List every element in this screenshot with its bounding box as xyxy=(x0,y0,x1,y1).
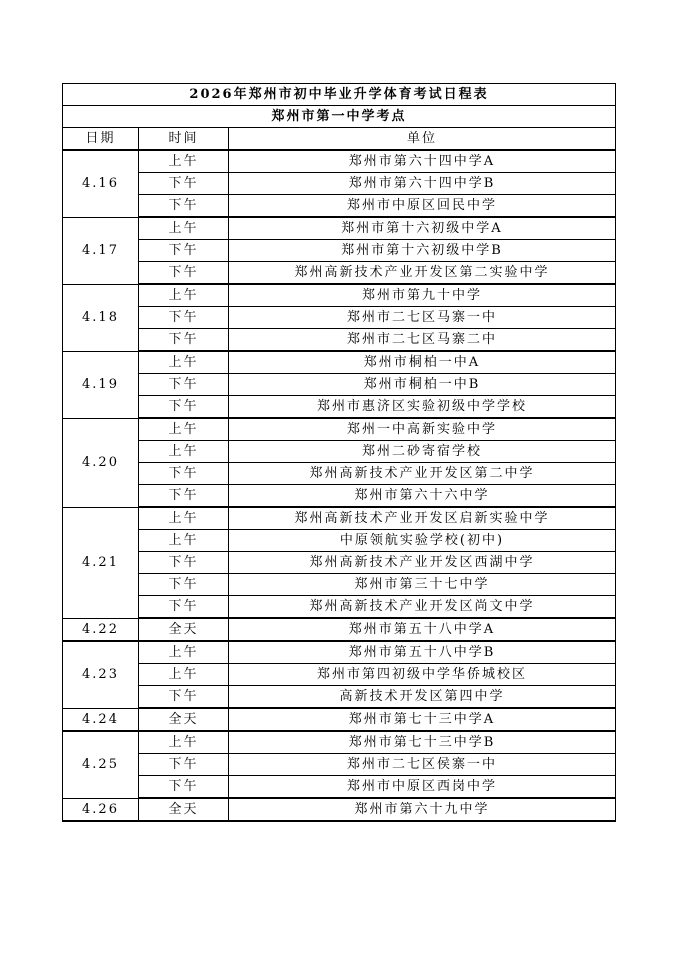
time-cell: 下午 xyxy=(139,173,229,195)
date-cell: 4.23 xyxy=(63,641,139,708)
unit-cell: 郑州市第九十中学 xyxy=(229,284,616,307)
header-unit: 单位 xyxy=(229,128,616,151)
table-row xyxy=(63,217,616,240)
time-cell: 下午 xyxy=(139,240,229,262)
time-cell: 上午 xyxy=(139,217,229,240)
venue-subtitle: 郑州市第一中学考点 xyxy=(63,106,616,128)
table-row xyxy=(63,441,616,463)
unit-cell: 郑州市第十六初级中学B xyxy=(229,240,616,262)
table-row xyxy=(63,754,616,776)
time-cell: 下午 xyxy=(139,574,229,596)
table-row xyxy=(63,664,616,686)
table-row xyxy=(63,776,616,799)
table-row xyxy=(63,262,616,285)
schedule-body xyxy=(63,84,616,822)
table-title: 2026年郑州市初中毕业升学体育考试日程表 xyxy=(63,84,616,106)
table-row xyxy=(63,708,616,731)
unit-cell: 郑州市惠济区实验初级中学学校 xyxy=(229,396,616,419)
time-cell: 下午 xyxy=(139,596,229,619)
unit-cell: 郑州市第七十三中学B xyxy=(229,731,616,754)
time-cell: 全天 xyxy=(139,708,229,731)
time-cell: 下午 xyxy=(139,754,229,776)
unit-cell: 郑州市桐柏一中A xyxy=(229,351,616,374)
table-row xyxy=(63,396,616,419)
time-cell: 全天 xyxy=(139,618,229,641)
unit-cell: 郑州市二七区侯寨一中 xyxy=(229,754,616,776)
unit-cell: 郑州市第六十六中学 xyxy=(229,485,616,508)
unit-cell: 郑州一中高新实验中学 xyxy=(229,418,616,441)
unit-cell: 郑州市第七十三中学A xyxy=(229,708,616,731)
unit-cell: 郑州市第六十四中学A xyxy=(229,150,616,173)
table-row xyxy=(63,307,616,329)
time-cell: 上午 xyxy=(139,418,229,441)
date-cell: 4.16 xyxy=(63,150,139,217)
table-row xyxy=(63,329,616,352)
table-row xyxy=(63,150,616,173)
date-cell: 4.24 xyxy=(63,708,139,731)
unit-cell: 郑州市二七区马寨一中 xyxy=(229,307,616,329)
unit-cell: 郑州市第十六初级中学A xyxy=(229,217,616,240)
time-cell: 上午 xyxy=(139,641,229,664)
table-row xyxy=(63,552,616,574)
time-cell: 下午 xyxy=(139,195,229,218)
unit-cell: 郑州高新技术产业开发区第二实验中学 xyxy=(229,262,616,285)
table-row xyxy=(63,618,616,641)
unit-cell: 郑州市第三十七中学 xyxy=(229,574,616,596)
unit-cell: 郑州二砂寄宿学校 xyxy=(229,441,616,463)
header-row xyxy=(63,128,616,151)
time-cell: 上午 xyxy=(139,530,229,552)
date-cell: 4.22 xyxy=(63,618,139,641)
time-cell: 全天 xyxy=(139,798,229,821)
unit-cell: 郑州市桐柏一中B xyxy=(229,374,616,396)
unit-cell: 郑州市二七区马寨二中 xyxy=(229,329,616,352)
date-cell: 4.20 xyxy=(63,418,139,507)
time-cell: 下午 xyxy=(139,374,229,396)
unit-cell: 郑州市第六十九中学 xyxy=(229,798,616,821)
table-row xyxy=(63,195,616,218)
time-cell: 上午 xyxy=(139,441,229,463)
time-cell: 下午 xyxy=(139,329,229,352)
time-cell: 下午 xyxy=(139,262,229,285)
table-row xyxy=(63,284,616,307)
table-row xyxy=(63,574,616,596)
table-row xyxy=(63,351,616,374)
table-row xyxy=(63,686,616,709)
table-row xyxy=(63,530,616,552)
time-cell: 下午 xyxy=(139,776,229,799)
unit-cell: 中原领航实验学校(初中) xyxy=(229,530,616,552)
date-cell: 4.26 xyxy=(63,798,139,821)
table-row xyxy=(63,463,616,485)
time-cell: 上午 xyxy=(139,351,229,374)
table-row xyxy=(63,240,616,262)
title-row xyxy=(63,84,616,106)
time-cell: 上午 xyxy=(139,150,229,173)
time-cell: 下午 xyxy=(139,463,229,485)
table-row xyxy=(63,485,616,508)
table-row xyxy=(63,641,616,664)
unit-cell: 郑州高新技术产业开发区启新实验中学 xyxy=(229,507,616,530)
table-row xyxy=(63,798,616,821)
table-row xyxy=(63,418,616,441)
table-row xyxy=(63,374,616,396)
table-row xyxy=(63,507,616,530)
time-cell: 下午 xyxy=(139,485,229,508)
time-cell: 下午 xyxy=(139,396,229,419)
date-cell: 4.18 xyxy=(63,284,139,351)
subtitle-row xyxy=(63,106,616,128)
table-row xyxy=(63,596,616,619)
unit-cell: 郑州高新技术产业开发区西湖中学 xyxy=(229,552,616,574)
time-cell: 下午 xyxy=(139,552,229,574)
time-cell: 上午 xyxy=(139,664,229,686)
unit-cell: 高新技术开发区第四中学 xyxy=(229,686,616,709)
time-cell: 下午 xyxy=(139,686,229,709)
header-date: 日期 xyxy=(63,128,139,151)
table-row xyxy=(63,173,616,195)
unit-cell: 郑州高新技术产业开发区第二中学 xyxy=(229,463,616,485)
date-cell: 4.19 xyxy=(63,351,139,418)
unit-cell: 郑州市中原区回民中学 xyxy=(229,195,616,218)
table-row xyxy=(63,731,616,754)
date-cell: 4.17 xyxy=(63,217,139,284)
time-cell: 上午 xyxy=(139,731,229,754)
schedule-table xyxy=(62,83,616,822)
unit-cell: 郑州市第五十八中学B xyxy=(229,641,616,664)
unit-cell: 郑州市第六十四中学B xyxy=(229,173,616,195)
unit-cell: 郑州市中原区西岗中学 xyxy=(229,776,616,799)
time-cell: 上午 xyxy=(139,284,229,307)
unit-cell: 郑州高新技术产业开发区尚文中学 xyxy=(229,596,616,619)
unit-cell: 郑州市第五十八中学A xyxy=(229,618,616,641)
unit-cell: 郑州市第四初级中学华侨城校区 xyxy=(229,664,616,686)
header-time: 时间 xyxy=(139,128,229,151)
date-cell: 4.21 xyxy=(63,507,139,618)
date-cell: 4.25 xyxy=(63,731,139,798)
time-cell: 下午 xyxy=(139,307,229,329)
time-cell: 上午 xyxy=(139,507,229,530)
